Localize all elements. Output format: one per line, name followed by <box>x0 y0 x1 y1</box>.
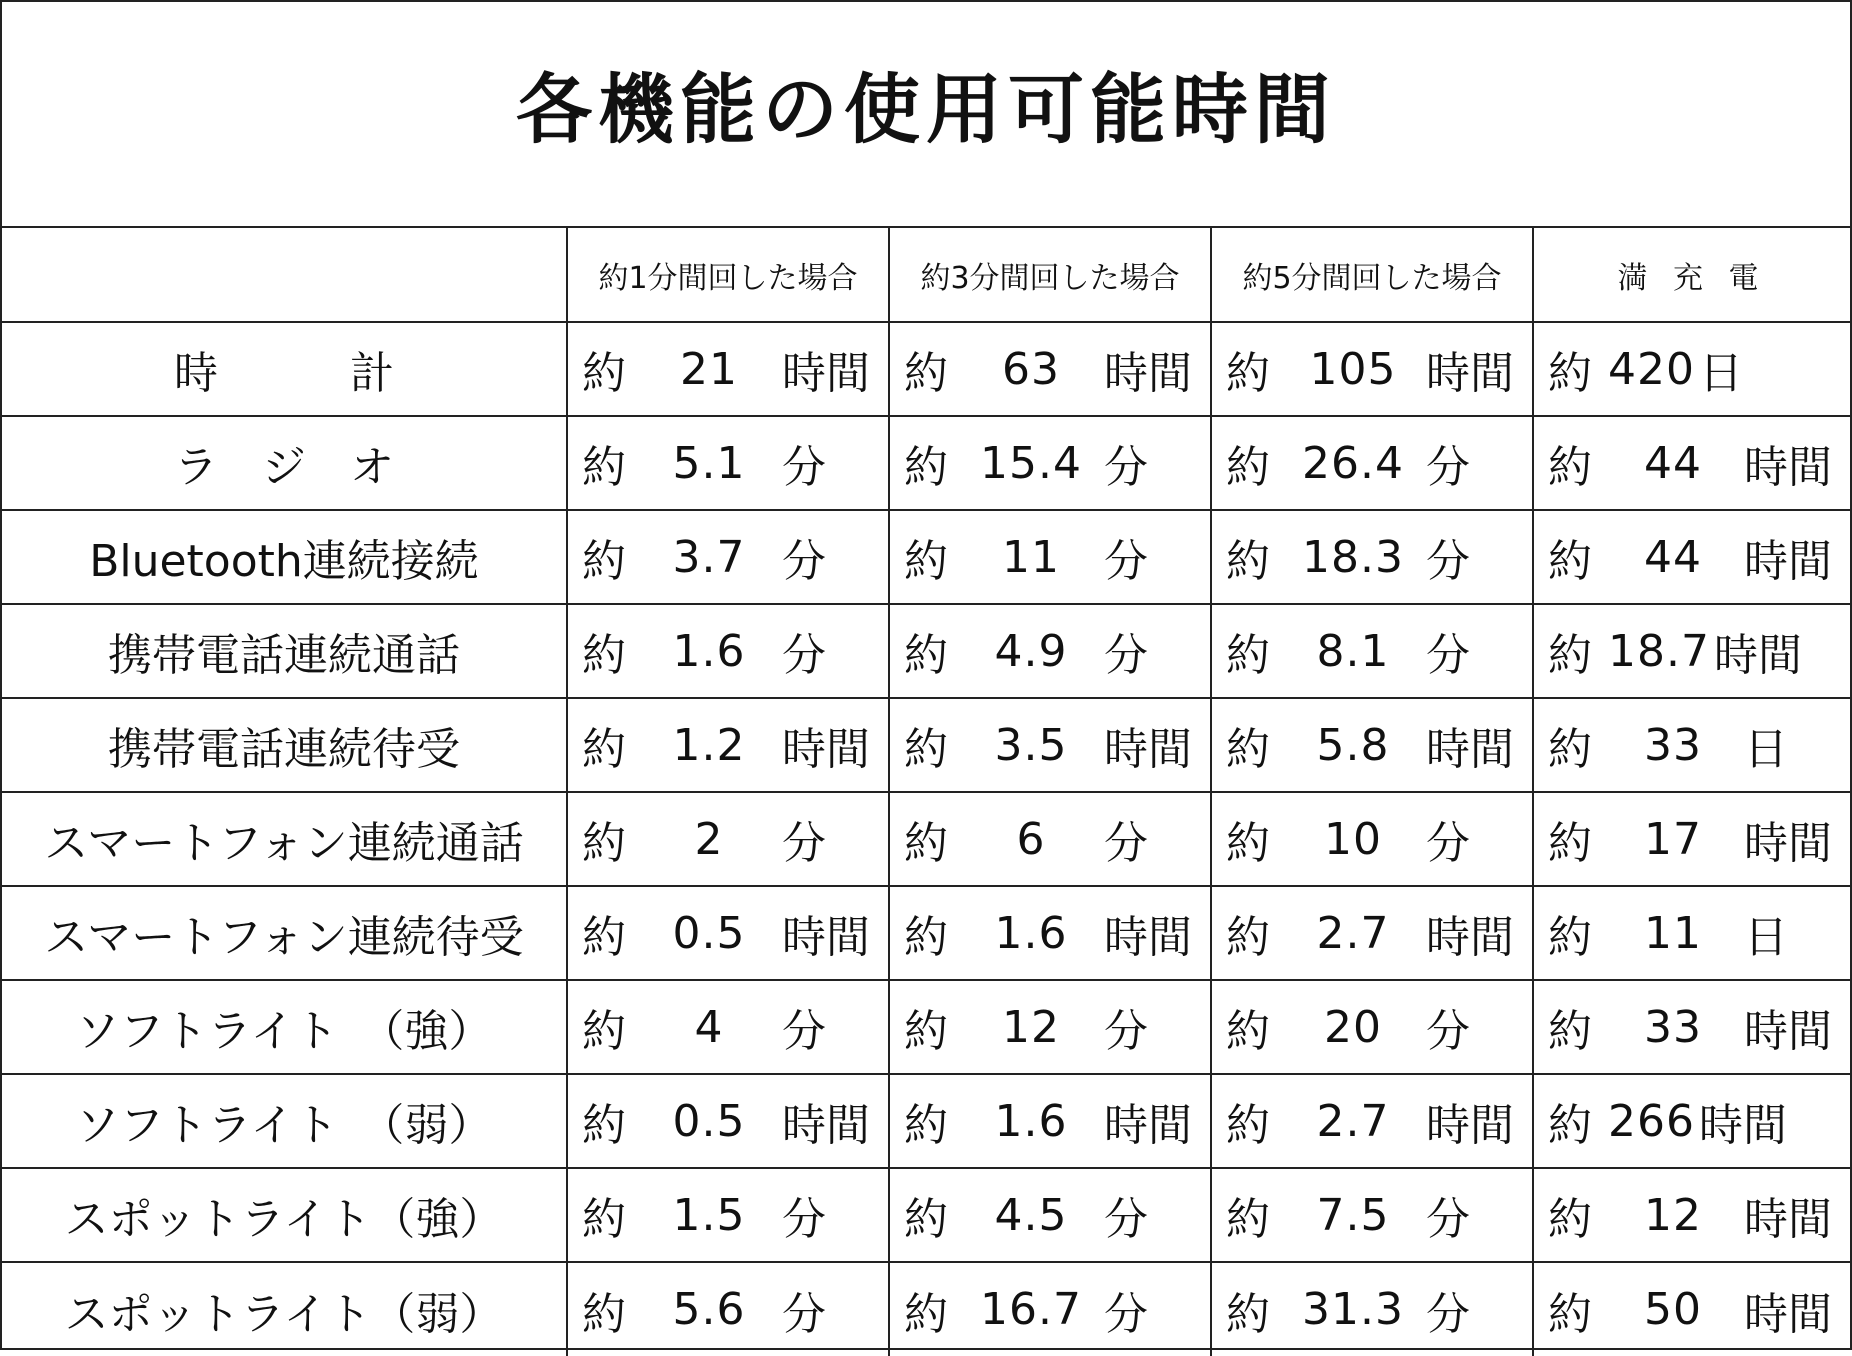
value-number: 4.5 <box>994 1189 1068 1241</box>
value-number: 31.3 <box>1302 1284 1404 1335</box>
value-unit: 時間 <box>782 348 870 399</box>
table-row <box>2 510 1850 604</box>
approx-prefix: 約 <box>582 724 626 775</box>
value-cell-5min <box>1211 322 1533 416</box>
value-number: 5.8 <box>1316 719 1390 771</box>
header-corner-cell <box>2 228 567 322</box>
value-number: 44 <box>1644 531 1702 583</box>
value-cell-5min <box>1211 886 1533 980</box>
title-band <box>2 2 1850 228</box>
value-number: 2.7 <box>1316 1095 1390 1147</box>
approx-prefix: 約 <box>582 1288 626 1340</box>
approx-prefix: 約 <box>582 912 626 963</box>
value-unit: 分 <box>782 1194 826 1245</box>
value-unit: 時間 <box>1104 1100 1192 1151</box>
approx-prefix: 約 <box>1226 1194 1270 1245</box>
value-number: 5.1 <box>672 437 746 489</box>
value-unit: 日 <box>1698 348 1743 399</box>
value-cell-1min <box>567 980 889 1074</box>
approx-prefix: 約 <box>1548 630 1592 681</box>
value-unit: 時間 <box>1698 1100 1787 1151</box>
header-cell-full-charge: 満 充 電 <box>1533 228 1850 322</box>
approx-prefix: 約 <box>1226 630 1270 681</box>
table-row <box>2 1168 1850 1262</box>
value-unit: 分 <box>1426 1288 1470 1340</box>
value-unit: 分 <box>1426 1194 1470 1245</box>
table-row <box>2 1262 1850 1356</box>
value-cell-content <box>1212 525 1532 589</box>
value-number: 8.1 <box>1316 625 1390 677</box>
value-unit: 時間 <box>1744 818 1832 869</box>
value-unit: 時間 <box>1104 348 1192 399</box>
approx-prefix: 約 <box>904 442 948 493</box>
value-number: 18.7 <box>1608 625 1710 677</box>
value-number: 1.2 <box>672 719 746 771</box>
value-unit: 分 <box>1426 818 1470 869</box>
table-row <box>2 604 1850 698</box>
approx-prefix: 約 <box>1226 348 1270 399</box>
value-cell-full-charge <box>1533 1262 1850 1356</box>
value-cell-content <box>890 807 1210 871</box>
value-cell-content <box>568 431 888 495</box>
value-unit: 分 <box>1426 536 1470 587</box>
value-number: 12 <box>1644 1189 1702 1241</box>
value-cell-1min <box>567 1074 889 1168</box>
approx-prefix: 約 <box>1548 1288 1592 1340</box>
table-row <box>2 322 1850 416</box>
value-cell-3min <box>889 604 1211 698</box>
approx-prefix: 約 <box>904 1100 948 1151</box>
value-number: 18.3 <box>1302 531 1404 583</box>
table-row <box>2 1074 1850 1168</box>
value-cell-content <box>890 713 1210 777</box>
value-number: 4.9 <box>994 625 1068 677</box>
value-cell-content <box>568 525 888 589</box>
value-number: 1.6 <box>994 907 1068 959</box>
value-cell-full-charge <box>1533 886 1850 980</box>
row-label: スマートフォン連続待受 <box>2 886 567 980</box>
value-cell-full-charge <box>1533 792 1850 886</box>
value-unit: 分 <box>1104 1288 1148 1340</box>
row-label: スポットライト（強） <box>2 1168 567 1262</box>
value-cell-content <box>1212 1278 1532 1342</box>
row-label: スポットライト（弱） <box>2 1262 567 1356</box>
approx-prefix: 約 <box>1226 1006 1270 1057</box>
approx-prefix: 約 <box>904 1288 948 1340</box>
value-cell-full-charge <box>1533 1074 1850 1168</box>
value-cell-content <box>1534 995 1850 1059</box>
value-cell-content <box>1212 431 1532 495</box>
value-unit: 分 <box>1104 630 1148 681</box>
value-cell-content <box>890 901 1210 965</box>
value-number: 63 <box>1002 343 1060 395</box>
approx-prefix: 約 <box>1226 1288 1270 1340</box>
value-cell-content <box>1534 1183 1850 1247</box>
value-cell-content <box>1212 713 1532 777</box>
row-label: 携帯電話連続待受 <box>2 698 567 792</box>
value-cell-content <box>568 995 888 1059</box>
page-title: 各機能の使用可能時間 <box>516 65 1336 154</box>
value-number: 1.6 <box>994 1095 1068 1147</box>
value-cell-full-charge <box>1533 322 1850 416</box>
value-unit: 時間 <box>1744 1194 1832 1245</box>
value-unit: 分 <box>1104 1194 1148 1245</box>
value-number: 4 <box>694 1001 724 1053</box>
value-cell-full-charge <box>1533 698 1850 792</box>
value-unit: 時間 <box>1744 1006 1832 1057</box>
value-unit: 時間 <box>782 912 870 963</box>
value-cell-content <box>1212 1183 1532 1247</box>
value-cell-content <box>1534 807 1850 871</box>
value-number: 44 <box>1644 437 1702 489</box>
approx-prefix: 約 <box>1226 442 1270 493</box>
value-cell-1min <box>567 792 889 886</box>
value-unit: 分 <box>1104 442 1148 493</box>
value-number: 3.5 <box>994 719 1068 771</box>
value-number: 21 <box>680 343 738 395</box>
value-unit: 分 <box>782 536 826 587</box>
value-cell-content <box>1534 901 1850 965</box>
value-number: 420 <box>1608 343 1695 395</box>
approx-prefix: 約 <box>904 818 948 869</box>
value-unit: 分 <box>782 818 826 869</box>
value-cell-content <box>568 1183 888 1247</box>
value-unit: 日 <box>1744 724 1788 775</box>
value-cell-1min <box>567 416 889 510</box>
approx-prefix: 約 <box>1226 1100 1270 1151</box>
value-cell-5min <box>1211 416 1533 510</box>
row-label: スマートフォン連続通話 <box>2 792 567 886</box>
value-cell-content <box>1534 337 1850 401</box>
row-label: ソフトライト （弱） <box>2 1074 567 1168</box>
value-cell-full-charge <box>1533 416 1850 510</box>
table-row <box>2 980 1850 1074</box>
value-unit: 分 <box>1104 536 1148 587</box>
value-number: 0.5 <box>672 1095 746 1147</box>
value-number: 17 <box>1644 813 1702 865</box>
value-cell-5min <box>1211 792 1533 886</box>
value-unit: 時間 <box>782 724 870 775</box>
value-unit: 分 <box>1104 818 1148 869</box>
value-cell-1min <box>567 322 889 416</box>
value-unit: 時間 <box>1426 348 1514 399</box>
value-cell-3min <box>889 1074 1211 1168</box>
value-number: 15.4 <box>980 437 1082 489</box>
table-row <box>2 792 1850 886</box>
header-cell-5min: 約5分間回した場合 <box>1211 228 1533 322</box>
value-unit: 分 <box>1104 1006 1148 1057</box>
value-unit: 分 <box>782 630 826 681</box>
value-cell-content <box>890 337 1210 401</box>
value-unit: 時間 <box>1744 442 1832 493</box>
value-number: 16.7 <box>980 1284 1082 1335</box>
value-number: 105 <box>1309 343 1397 395</box>
value-unit: 分 <box>1426 630 1470 681</box>
value-unit: 分 <box>782 1288 826 1340</box>
value-cell-content <box>890 619 1210 683</box>
value-cell-content <box>1534 713 1850 777</box>
value-cell-content <box>890 995 1210 1059</box>
value-number: 0.5 <box>672 907 746 959</box>
value-number: 1.5 <box>672 1189 746 1241</box>
table-row <box>2 416 1850 510</box>
approx-prefix: 約 <box>582 536 626 587</box>
approx-prefix: 約 <box>904 1006 948 1057</box>
approx-prefix: 約 <box>904 1194 948 1245</box>
value-unit: 時間 <box>1744 536 1832 587</box>
value-number: 266 <box>1608 1095 1695 1147</box>
value-cell-5min <box>1211 698 1533 792</box>
row-label: ソフトライト （強） <box>2 980 567 1074</box>
value-cell-content <box>890 1183 1210 1247</box>
value-unit: 時間 <box>1104 724 1192 775</box>
value-cell-1min <box>567 886 889 980</box>
approx-prefix: 約 <box>582 348 626 399</box>
approx-prefix: 約 <box>1548 1006 1592 1057</box>
approx-prefix: 約 <box>904 536 948 587</box>
value-cell-3min <box>889 322 1211 416</box>
approx-prefix: 約 <box>904 348 948 399</box>
value-number: 11 <box>1644 907 1702 959</box>
value-cell-content <box>1534 431 1850 495</box>
value-unit: 時間 <box>1104 912 1192 963</box>
value-cell-5min <box>1211 510 1533 604</box>
value-unit: 分 <box>782 1006 826 1057</box>
approx-prefix: 約 <box>1226 536 1270 587</box>
value-unit: 分 <box>1426 442 1470 493</box>
value-cell-5min <box>1211 1168 1533 1262</box>
approx-prefix: 約 <box>904 724 948 775</box>
usage-time-table <box>2 228 1850 1356</box>
value-cell-content <box>568 337 888 401</box>
value-cell-content <box>568 713 888 777</box>
value-unit: 時間 <box>1426 1100 1514 1151</box>
value-cell-5min <box>1211 980 1533 1074</box>
approx-prefix: 約 <box>582 630 626 681</box>
value-cell-content <box>1534 525 1850 589</box>
value-number: 5.6 <box>672 1284 746 1335</box>
value-number: 33 <box>1644 719 1702 771</box>
approx-prefix: 約 <box>1226 724 1270 775</box>
value-number: 2.7 <box>1316 907 1390 959</box>
value-number: 50 <box>1644 1284 1702 1335</box>
value-cell-content <box>1212 619 1532 683</box>
value-cell-3min <box>889 980 1211 1074</box>
approx-prefix: 約 <box>1226 912 1270 963</box>
value-cell-content <box>1212 901 1532 965</box>
table-body <box>2 322 1850 1356</box>
value-cell-5min <box>1211 1262 1533 1356</box>
approx-prefix: 約 <box>1548 724 1592 775</box>
approx-prefix: 約 <box>1548 818 1592 869</box>
value-unit: 時間 <box>1426 724 1514 775</box>
value-unit: 時間 <box>1426 912 1514 963</box>
value-cell-full-charge <box>1533 980 1850 1074</box>
value-cell-1min <box>567 1262 889 1356</box>
value-number: 2 <box>694 813 724 865</box>
approx-prefix: 約 <box>904 912 948 963</box>
approx-prefix: 約 <box>1548 442 1592 493</box>
row-label: ラ ジ オ <box>2 416 567 510</box>
value-cell-3min <box>889 792 1211 886</box>
approx-prefix: 約 <box>904 630 948 681</box>
value-number: 20 <box>1324 1001 1382 1053</box>
value-cell-1min <box>567 604 889 698</box>
value-cell-content <box>890 431 1210 495</box>
value-number: 3.7 <box>672 531 746 583</box>
value-cell-3min <box>889 1262 1211 1356</box>
approx-prefix: 約 <box>1226 818 1270 869</box>
approx-prefix: 約 <box>1548 1100 1592 1151</box>
row-label: 時 計 <box>2 322 567 416</box>
value-cell-content <box>1534 1089 1850 1153</box>
value-unit: 分 <box>782 442 826 493</box>
value-unit: 時間 <box>782 1100 870 1151</box>
row-label: Bluetooth連続接続 <box>2 510 567 604</box>
value-number: 6 <box>1016 813 1046 865</box>
header-cell-1min: 約1分間回した場合 <box>567 228 889 322</box>
value-cell-5min <box>1211 1074 1533 1168</box>
approx-prefix: 約 <box>1548 912 1592 963</box>
value-cell-5min <box>1211 604 1533 698</box>
value-cell-1min <box>567 698 889 792</box>
value-cell-3min <box>889 886 1211 980</box>
value-unit: 日 <box>1744 912 1788 963</box>
value-cell-content <box>890 1089 1210 1153</box>
approx-prefix: 約 <box>582 1194 626 1245</box>
value-cell-content <box>1212 1089 1532 1153</box>
value-number: 26.4 <box>1302 437 1404 489</box>
value-cell-content <box>1534 619 1850 683</box>
value-cell-content <box>568 807 888 871</box>
approx-prefix: 約 <box>1548 1194 1592 1245</box>
value-number: 12 <box>1002 1001 1060 1053</box>
value-cell-content <box>890 525 1210 589</box>
value-cell-full-charge <box>1533 1168 1850 1262</box>
value-cell-content <box>1212 995 1532 1059</box>
row-label: 携帯電話連続通話 <box>2 604 567 698</box>
value-cell-content <box>1534 1278 1850 1342</box>
value-cell-content <box>1212 807 1532 871</box>
value-number: 1.6 <box>672 625 746 677</box>
value-cell-1min <box>567 510 889 604</box>
value-cell-full-charge <box>1533 604 1850 698</box>
value-number: 33 <box>1644 1001 1702 1053</box>
header-cell-3min: 約3分間回した場合 <box>889 228 1211 322</box>
approx-prefix: 約 <box>582 442 626 493</box>
value-cell-full-charge <box>1533 510 1850 604</box>
value-cell-3min <box>889 1168 1211 1262</box>
table-row <box>2 698 1850 792</box>
approx-prefix: 約 <box>1548 348 1592 399</box>
value-cell-content <box>568 1089 888 1153</box>
value-unit: 時間 <box>1713 630 1802 681</box>
approx-prefix: 約 <box>582 1006 626 1057</box>
value-unit: 分 <box>1426 1006 1470 1057</box>
value-cell-3min <box>889 416 1211 510</box>
approx-prefix: 約 <box>1548 536 1592 587</box>
value-number: 10 <box>1324 813 1382 865</box>
value-cell-3min <box>889 510 1211 604</box>
table-header-row <box>2 228 1850 322</box>
value-cell-content <box>568 619 888 683</box>
value-number: 7.5 <box>1316 1189 1390 1241</box>
approx-prefix: 約 <box>582 818 626 869</box>
value-cell-content <box>1212 337 1532 401</box>
approx-prefix: 約 <box>582 1100 626 1151</box>
value-cell-3min <box>889 698 1211 792</box>
value-cell-content <box>890 1278 1210 1342</box>
table-row <box>2 886 1850 980</box>
value-cell-1min <box>567 1168 889 1262</box>
value-unit: 時間 <box>1744 1288 1832 1340</box>
value-cell-content <box>568 1278 888 1342</box>
value-cell-content <box>568 901 888 965</box>
value-number: 11 <box>1002 531 1060 583</box>
